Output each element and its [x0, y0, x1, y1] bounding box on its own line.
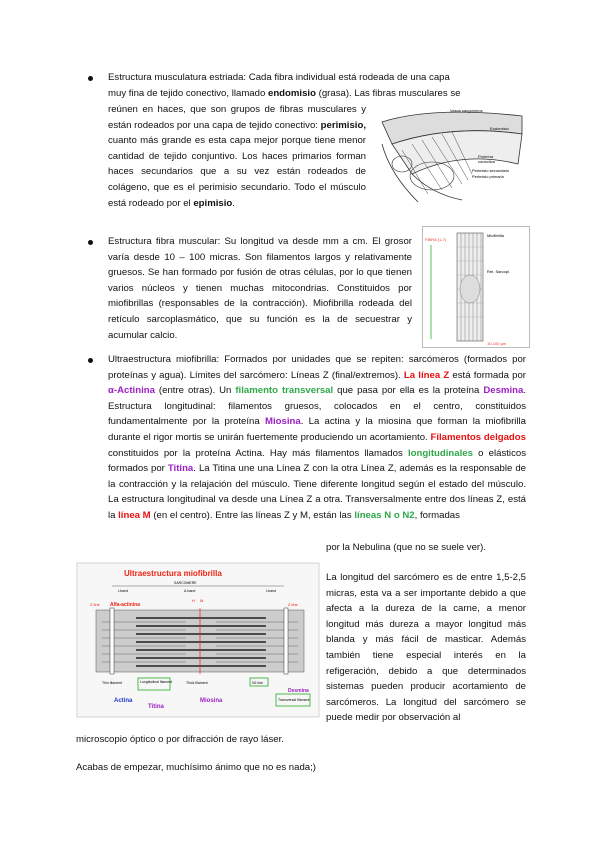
fig3-thin: Thin filament — [102, 681, 123, 685]
p2-body: Estructura fibra muscular: Su longitud va desde mm a cm. El grosor varía desde 10 – 100 micras. Son filamentos largos y relativamente gruesos. Se han formado por fusión de otras células, por lo que tienen varios núcleos y tienen muchas mitocondrias. Constituidos por miofibrillas (responsables de la contracción). Miofibrilla rodeada del retículo sarcoplasmático, que su función es la de secuestrar y acumular calcio. — [108, 236, 412, 341]
fig3-aband: A-band — [184, 589, 196, 593]
p1-body: reúnen en haces, que son grupos de fibras musculares y están rodeados por una capa de tejido conectivo: perimisio, cuanto más grande es esta capa mejor porque tiene menor cantidad de tejido conjuntivo. Los haces primarios forman haces secundarios que a su vez están rodeados de colágeno, que es el perimisio secundario. Todo el músculo está rodeado por el epimisio. — [108, 104, 366, 209]
fig3-title: Ultraestructura miofibrilla — [124, 569, 222, 578]
fig1-label-conectiva: conectiva — [478, 159, 495, 164]
fig2-size-label: 10-100 µm — [487, 341, 507, 346]
fig3-longitudinal: Longitudinal filament — [140, 680, 173, 684]
fig1-label-perimisio-sec: Perimisio secundario — [472, 168, 510, 173]
bullet-3 — [88, 358, 93, 363]
myofibril-ultrastructure-figure — [76, 562, 320, 718]
fig1-label-vasos: Vasos sanguíneos — [450, 108, 483, 113]
fig3-titina: Titina — [148, 704, 164, 710]
muscle-tissue-figure — [372, 104, 528, 208]
muscle-fiber-figure — [422, 226, 530, 348]
closing-line: Acabas de empezar, muchísimo ánimo que no es nada;) — [76, 762, 316, 773]
fig3-actina: Actina — [114, 698, 133, 704]
fig2-miofibrilla-label: Miofibrilla — [487, 233, 504, 238]
fig3-n2: N2 line — [252, 681, 263, 685]
fig1-label-perimisio-pri: Perimisio primario — [472, 174, 505, 179]
fig3-transverse: Transversal filament — [278, 698, 310, 702]
p1-line2: muy fina de tejido conectivo, llamado endomisio (grasa). Las fibras musculares se — [108, 88, 461, 99]
fig3-mline: M — [200, 598, 204, 603]
fig1-label-proteina: Proteína — [478, 154, 494, 159]
fig3-zline: Z line — [90, 602, 100, 607]
fig2-ret-label: Ret. Sarcopl. — [487, 269, 511, 274]
bullet-2 — [88, 240, 93, 245]
fig2-fibra-label: FIBRA (1-7) — [425, 237, 447, 242]
fig3-miosina: Miosina — [200, 698, 223, 704]
fig3-zline-right: Z line — [288, 602, 298, 607]
fig3-desmina: Desmina — [288, 688, 309, 694]
p4-body: La longitud del sarcómero es de entre 1,5-2,5 micras, esta va a ser importante debido a que afecta a la dureza de la carne, a menor longitud más dureza a mayor longitud más blanda y más fácil de masticar. Además también tiene especial interés en la refigeración, debido a que determinados sistemas pueden producir acortamiento de sarcómeros. La longitud del sarcómero se puede medir por observación al — [326, 572, 526, 724]
fig3-iband-right: I-band — [266, 589, 276, 593]
fig3-alfa: Alfa-actinina — [110, 602, 141, 608]
fig3-thick: Thick filament — [186, 681, 208, 685]
fig1-label-endomisio: Endomisio — [490, 126, 509, 131]
p4-continued: microscopio óptico o por difracción de rayo láser. — [76, 734, 284, 745]
fig3-iband: I-band — [118, 589, 128, 593]
p3-last-line: por la Nebulina (que no se suele ver). — [326, 542, 486, 553]
fig3-hband: H — [192, 598, 195, 603]
bullet-1 — [88, 76, 93, 81]
p1-line1: Estructura musculatura estriada: Cada fibra individual está rodeada de una capa — [108, 72, 450, 83]
p3-body: Ultraestructura miofibrilla: Formados por unidades que se repiten: sarcómeros (formados por proteínas y agua). Límites del sarcómero: Líneas Z (final/extremos). La línea Z está formada por α-Actinina (entre otras). Un filamento transversal que pasa por ella es la proteína Desmina. Estructura longitudinal: filamentos gruesos, colocados en el centro, constituidos fundamentalmente por la proteína Miosina. La actina y la miosina que forman la miofibrilla durante el rigor mortis se unirán fuertemente produciendo un acortamiento. Filamentos delgados constituidos por la proteína Actina. Hay más filamentos llamados longitudinales o elásticos formados por Titina. La Titina une una Línea Z con la otra Línea Z, además es la responsable de la contracción y la relajación del músculo. Tiene diferente longitud según el estado del músculo. La estructura longitudinal va desde una Línea Z a otra. Transversalmente entre dos líneas Z, está la línea M (en el centro). Entre las líneas Z y M, están las líneas N o N2, formadas — [108, 354, 526, 521]
fig3-sarcomere: SARCOMERE — [174, 581, 197, 585]
